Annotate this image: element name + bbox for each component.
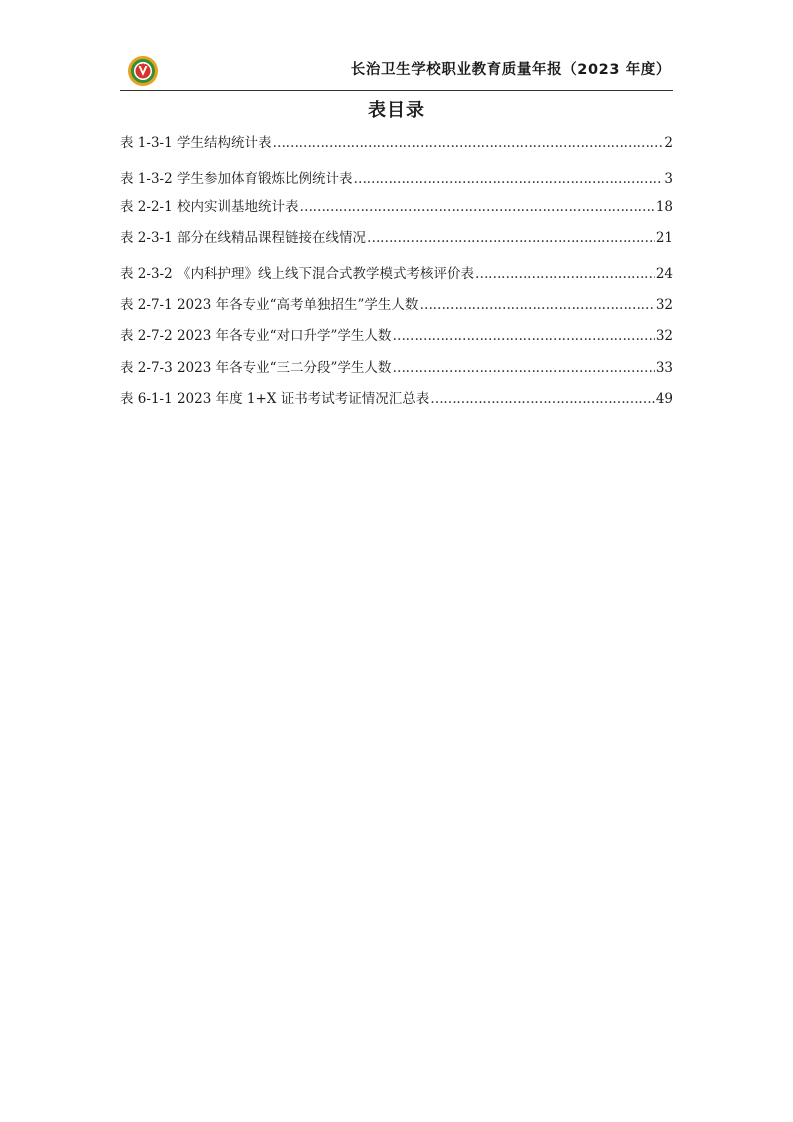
toc-entry-page: 3 [664, 171, 673, 187]
toc-entry[interactable] [120, 264, 673, 284]
toc-entry-label: 表 2-3-2 《内科护理》线上线下混合式教学模式考核评价表 [120, 266, 474, 282]
toc-dot-leader [475, 264, 655, 284]
toc-entry[interactable] [120, 169, 673, 189]
toc-entry[interactable] [120, 326, 673, 346]
toc-dot-leader [419, 295, 654, 315]
toc-entry[interactable] [120, 389, 673, 409]
toc-entry[interactable] [120, 228, 673, 248]
toc-entry[interactable] [120, 295, 673, 315]
toc-entry-page: 33 [655, 360, 673, 376]
toc-dot-leader [299, 197, 654, 217]
toc-dot-leader [392, 358, 654, 378]
toc-dot-leader [353, 169, 663, 189]
toc-entry[interactable] [120, 358, 673, 378]
toc-entry-page: 18 [655, 199, 673, 215]
toc-entry-label: 表 2-2-1 校内实训基地统计表 [120, 199, 299, 215]
toc-entry-page: 21 [655, 230, 673, 246]
toc-entry-label: 表 2-7-2 2023 年各专业“对口升学”学生人数 [120, 328, 392, 344]
toc-entry-label: 表 6-1-1 2023 年度 1+X 证书考试考证情况汇总表 [120, 391, 430, 407]
toc-dot-leader [272, 133, 663, 153]
toc-entry-label: 表 2-7-3 2023 年各专业“三二分段”学生人数 [120, 360, 392, 376]
toc-entry-page: 24 [655, 266, 673, 282]
toc-dot-leader [392, 326, 654, 346]
toc-entry[interactable] [120, 133, 673, 153]
toc-dot-leader [430, 389, 655, 409]
toc-entry-label: 表 1-3-2 学生参加体育锻炼比例统计表 [120, 171, 353, 187]
toc-entry-page: 32 [655, 328, 673, 344]
toc-entry-page: 32 [655, 297, 673, 313]
toc-dot-leader [367, 228, 655, 248]
toc-entry-label: 表 1-3-1 学生结构统计表 [120, 135, 272, 151]
page-header [120, 52, 673, 91]
toc-entry[interactable] [120, 197, 673, 217]
report-title: 长治卫生学校职业教育质量年报（2023 年度） [350, 62, 671, 78]
toc-entry-page: 49 [655, 391, 673, 407]
toc-entry-label: 表 2-7-1 2023 年各专业“高考单独招生”学生人数 [120, 297, 419, 313]
school-emblem-icon [127, 55, 159, 87]
toc-entry-label: 表 2-3-1 部分在线精品课程链接在线情况 [120, 230, 366, 246]
toc-heading: 表目录 [368, 100, 425, 121]
toc-entry-page: 2 [664, 135, 673, 151]
